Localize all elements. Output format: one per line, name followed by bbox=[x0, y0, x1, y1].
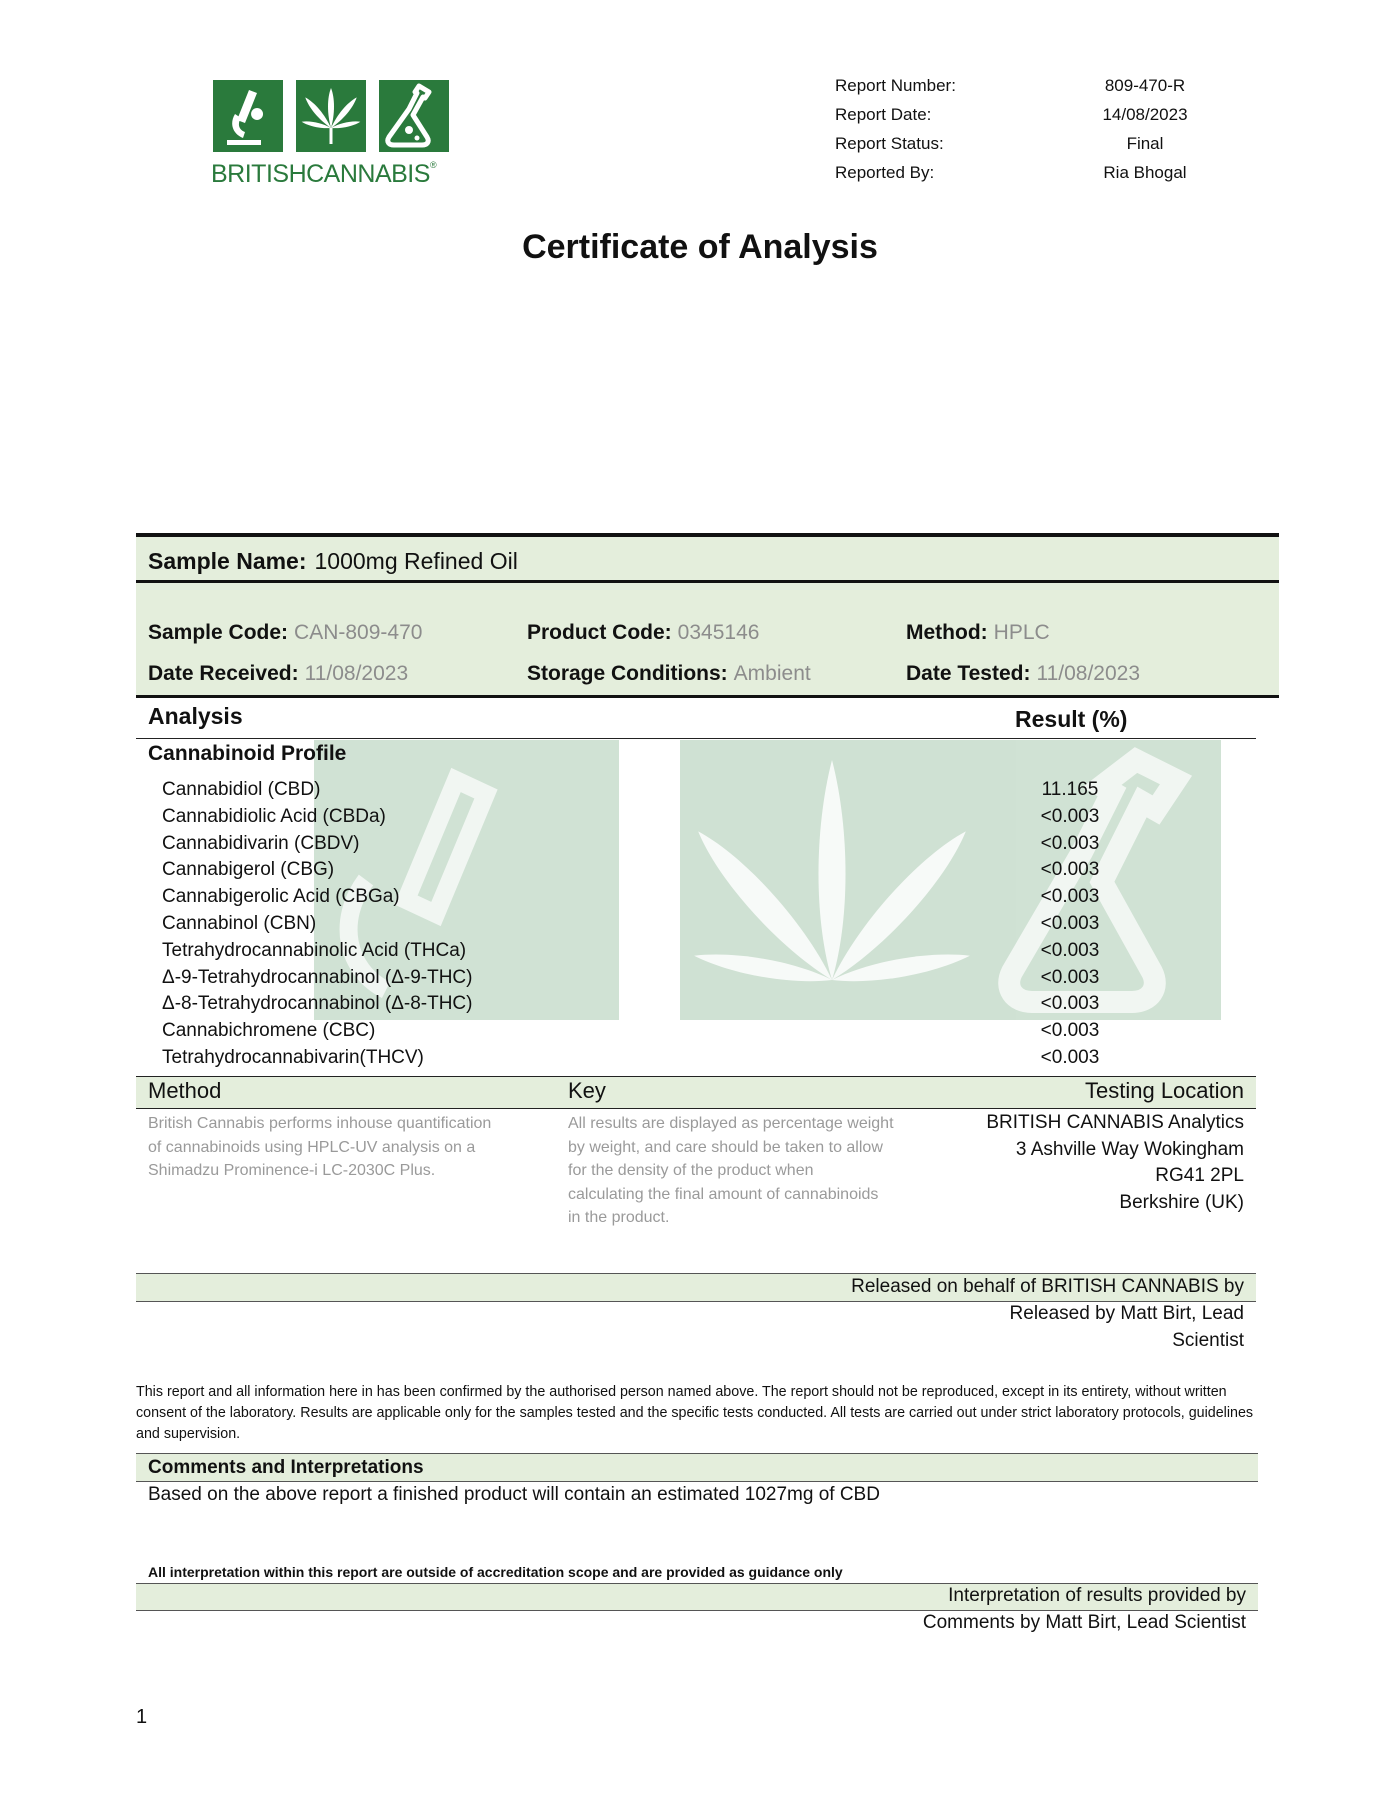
method-description: British Cannabis performs inhouse quantification of cannabinoids using HPLC-UV analysis on a Shimadzu Prominence-i LC-2030C Plus. bbox=[148, 1115, 492, 1179]
disclaimer: This report and all information here in has been confirmed by the authorised person named above. The report should not be reproduced, except in its entirety, without written consent of the laboratory. Results are applicable only for the samples tested and the specific tests conducted. All tests are carried out under strict laboratory protocols, guidelines and supervision. bbox=[136, 1384, 1254, 1442]
result-value: <0.003 bbox=[1040, 859, 1100, 881]
method-header: Method bbox=[148, 1078, 222, 1103]
cannabinoid-name: Δ-9-Tetrahydrocannabinol (Δ-9-THC) bbox=[162, 966, 473, 988]
page-title: Certificate of Analysis bbox=[522, 228, 878, 266]
divider bbox=[136, 1108, 1256, 1109]
meta-label: Report Number: bbox=[835, 76, 956, 95]
section-title: Cannabinoid Profile bbox=[148, 742, 347, 765]
report-meta bbox=[835, 76, 1215, 192]
cannabinoid-name: Cannabidiol (CBD) bbox=[162, 779, 321, 800]
result-list bbox=[1020, 777, 1120, 1072]
cannabinoid-name: Cannabinol (CBN) bbox=[162, 912, 317, 934]
cannabinoid-name: Cannabigerol (CBG) bbox=[162, 859, 335, 881]
meta-value: 14/08/2023 bbox=[1102, 105, 1188, 124]
microscope-icon bbox=[213, 80, 283, 152]
divider bbox=[136, 580, 1279, 583]
meta-value: 809-470-R bbox=[1104, 76, 1186, 95]
result-value: <0.003 bbox=[1040, 805, 1100, 827]
meta-label: Report Status: bbox=[835, 134, 944, 153]
testing-location-header: Testing Location bbox=[1085, 1078, 1244, 1103]
page-number: 1 bbox=[136, 1706, 148, 1728]
cannabinoid-name: Cannabidivarin (CBDV) bbox=[162, 832, 360, 854]
divider bbox=[136, 695, 1279, 698]
divider bbox=[136, 738, 1256, 739]
cannabinoid-name: Cannabidiolic Acid (CBDa) bbox=[162, 805, 386, 827]
method: Method: HPLC bbox=[906, 621, 1050, 644]
testing-location-address: BRITISH CANNABIS Analytics 3 Ashville Way Wokingham RG41 2PL Berkshire (UK) bbox=[986, 1112, 1244, 1213]
flask-icon bbox=[379, 80, 449, 152]
cannabinoid-name: Δ-8-Tetrahydrocannabinol (Δ-8-THC) bbox=[162, 993, 473, 1015]
date-tested: Date Tested: 11/08/2023 bbox=[906, 662, 1141, 685]
result-value: <0.003 bbox=[1040, 993, 1100, 1015]
cannabinoid-name: Tetrahydrocannabivarin(THCV) bbox=[162, 1046, 424, 1068]
key-description: All results are displayed as percentage weight by weight, and care should be taken to allow for the density of the product when calculating the final amount of cannabinoids in the product. bbox=[568, 1115, 894, 1226]
british-cannabis-logo bbox=[211, 80, 451, 190]
meta-value: Ria Bhogal bbox=[1103, 163, 1187, 182]
result-value: <0.003 bbox=[1040, 939, 1100, 961]
logo-wordmark: BRITISHCANNABIS® bbox=[211, 160, 437, 188]
comments-text: Based on the above report a finished product will contain an estimated 1027mg of CBD bbox=[148, 1484, 880, 1505]
sample-name: Sample Name: 1000mg Refined Oil bbox=[148, 548, 518, 574]
released-on-behalf: Released on behalf of BRITISH CANNABIS by bbox=[851, 1276, 1244, 1297]
divider bbox=[136, 1076, 1256, 1077]
cannabinoid-name: Tetrahydrocannabinolic Acid (THCa) bbox=[162, 939, 467, 961]
cannabinoid-name: Cannabigerolic Acid (CBGa) bbox=[162, 886, 400, 908]
result-value: <0.003 bbox=[1040, 912, 1100, 934]
result-value: <0.003 bbox=[1040, 1046, 1100, 1068]
result-value: 11.165 bbox=[1041, 779, 1099, 800]
report-number-row bbox=[835, 76, 1215, 105]
cannabis-leaf-icon bbox=[296, 80, 366, 152]
product-code: Product Code: 0345146 bbox=[527, 621, 760, 644]
meta-value: Final bbox=[1126, 134, 1164, 153]
accreditation-note: All interpretation within this report are outside of accreditation scope and are provided as guidance only bbox=[148, 1564, 843, 1580]
released-by-role: Scientist bbox=[1172, 1330, 1244, 1351]
cannabinoid-list bbox=[162, 777, 473, 1072]
interpretation-comments-by: Comments by Matt Birt, Lead Scientist bbox=[922, 1612, 1246, 1633]
date-received: Date Received: 11/08/2023 bbox=[148, 662, 409, 685]
sample-code: Sample Code: CAN-809-470 bbox=[148, 621, 423, 644]
analysis-header: Analysis bbox=[148, 703, 243, 729]
divider bbox=[136, 533, 1279, 537]
result-value: <0.003 bbox=[1040, 886, 1100, 908]
result-value: <0.003 bbox=[1040, 832, 1100, 854]
reported-by-row bbox=[835, 163, 1215, 192]
report-date-row bbox=[835, 105, 1215, 134]
report-status-row bbox=[835, 134, 1215, 163]
meta-label: Report Date: bbox=[835, 105, 932, 124]
result-value: <0.003 bbox=[1040, 966, 1100, 988]
interpretation-provided-by: Interpretation of results provided by bbox=[948, 1585, 1246, 1606]
storage-conditions: Storage Conditions: Ambient bbox=[527, 662, 811, 685]
released-by: Released by Matt Birt, Lead bbox=[1009, 1303, 1244, 1324]
meta-label: Reported By: bbox=[835, 163, 935, 182]
comments-header: Comments and Interpretations bbox=[148, 1457, 424, 1478]
cannabinoid-name: Cannabichromene (CBC) bbox=[162, 1020, 376, 1042]
key-header: Key bbox=[568, 1078, 606, 1103]
result-header: Result (%) bbox=[1015, 706, 1128, 732]
result-value: <0.003 bbox=[1040, 1020, 1100, 1042]
